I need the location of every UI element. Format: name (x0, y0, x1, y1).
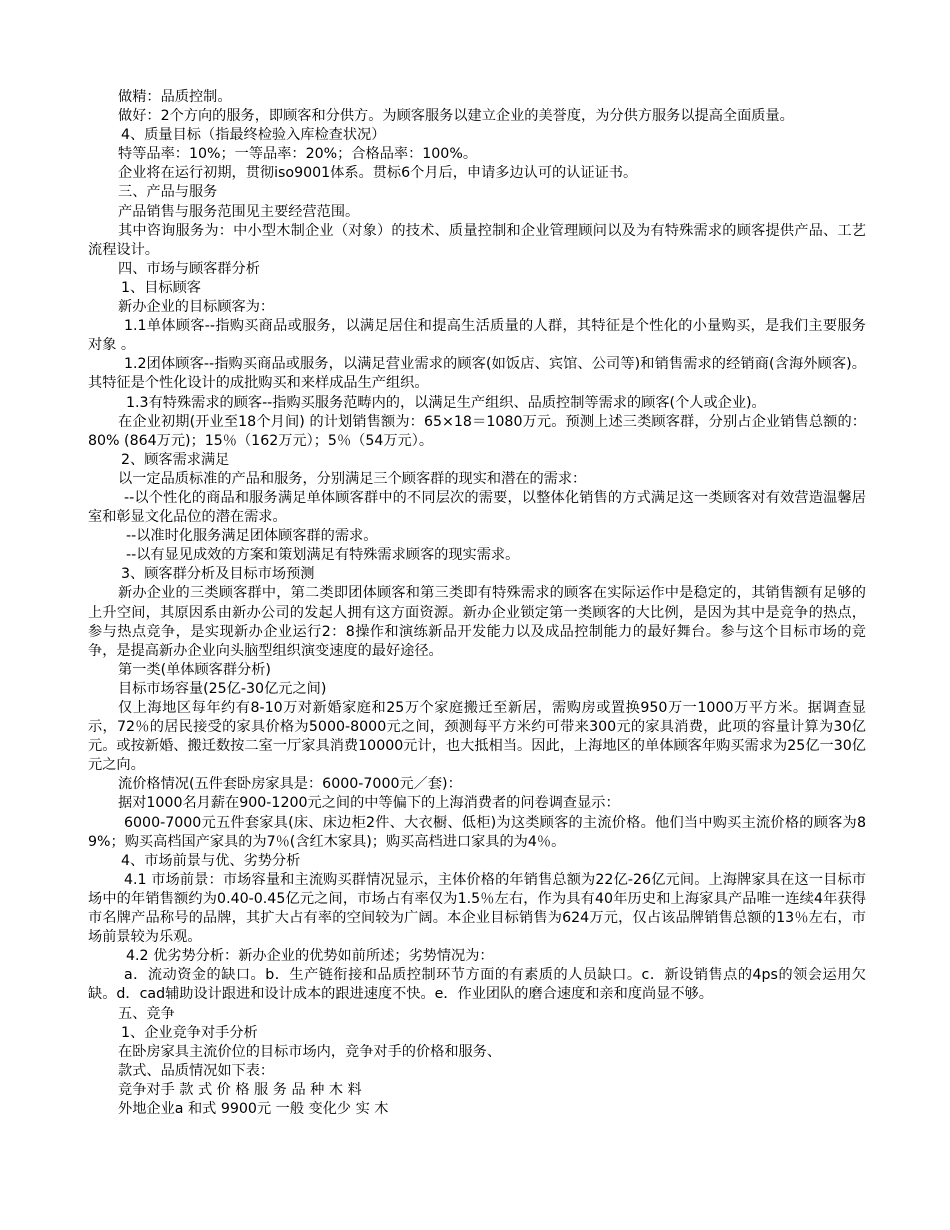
text-line: 以一定品质标准的产品和服务，分别满足三个顾客群的现实和潜在的需求： (118, 470, 587, 487)
paragraph: 仅上海地区每年约有8-10万对新婚家庭和25万个家庭搬迁至新居，需购房或置换950万一1000万平方米。据调查显示，72％的居民接受的家具价格为5000-8000元之间，颈测每平方米约可带来300元的家具消费，此项的容量计算为30亿元。或按新婚、搬迁数按二室一厅家具消费10000元计，也大抵相当。因此，上海地区的单体顾客年购买需求为25亿一30亿元之向。 (88, 700, 866, 774)
text-line: 4.2 优劣势分析：新办企业的优势如前所述；劣势情况为： (126, 948, 494, 965)
text-line: 新办企业的目标顾客为： (118, 299, 275, 316)
text-line: 产品销售与服务范围见主要经营范围。 (118, 203, 360, 220)
paragraph: 其中咨询服务为：中小型木制企业（对象）的技术、质量控制和企业管理顾问以及为有特殊需求的顾客提供产品、工艺流程设计。 (88, 222, 866, 258)
section-heading: 三、产品与服务 (118, 184, 218, 201)
text-line: 做精：品质控制。 (118, 89, 232, 105)
table-row-line: 外地企业a 和式 9900元 一般 变化少 实 木 (118, 1100, 389, 1117)
text-line: 企业将在运行初期，贯彻iso9001体系。贯标6个月后，申请多边认可的认证证书。 (118, 165, 638, 182)
subsection-heading: 1、目标顾客 (121, 279, 201, 296)
paragraph: 4.1 市场前景：市场容量和主流购买群情况显示，主体价格的年销售总额为22亿-26亿元间。上海牌家具在这一目标市场中的年销售额约为0.40-0.45亿元之间，市场占有率仅为1.5％左右，作为具有40年历史和上海家具产品唯一连续4年获得市名牌产品称号的品牌，其扩大占有率的空间较为广阔。本企业目标销售为624万元，仅占该品牌销售总额的13％左右，市场前景较为乐观。 (88, 871, 866, 946)
text-line: 目标市场容量(25亿-30亿元之间) (118, 680, 327, 697)
subsection-heading: 1、企业竞争对手分析 (121, 1024, 258, 1041)
paragraph: 新办企业的三类顾客群中，第二类即团体顾客和第三类即有特殊需求的顾客在实际运作中是稳定的，其销售额有足够的上升空间，其原因系由新办公司的发起人拥有这方面资源。新办企业锁定第一类顾客的大比例，是因为其中是竞争的热点，参与热点竞争，是实现新办企业运行2：8操作和演练新品开发能力以及成品控制能力的最好舞台。参与这个目标市场的竞争，是提高新办企业向头脑型组织演变速度的最好途径。 (88, 585, 866, 659)
text-line: --以准时化服务满足团体顾客群的需求。 (126, 528, 378, 545)
text-line: 流价格情况(五件套卧房家具是：6000-7000元／套)： (118, 776, 462, 793)
text-line: 做好：2个方向的服务，即顾客和分供方。为顾客服务以建立企业的美誉度，为分供方服务以提高全面质量。 (118, 108, 794, 125)
subsection-heading: 4、市场前景与优、劣势分析 (121, 852, 301, 869)
paragraph: 6000-7000元五件套家具(床、床边柜2件、大衣橱、低柜)为这类顾客的主流价格。他们当中购买主流价格的顾客为89%；购买高档国产家具的为7％(含红木家具)；购买高档进口家具的为4％。 (88, 814, 866, 850)
paragraph: 1.2团体顾客--指购买商品或服务，以满足营业需求的顾客(如饭店、宾馆、公司等)和销售需求的经销商(含海外顾客)。其特征是个性化设计的成批购买和来样成品生产组织。 (88, 356, 866, 392)
text-line: 据对1000名月薪在900-1200元之间的中等偏下的上海消费者的问卷调查显示： (118, 795, 620, 812)
document-page (88, 88, 866, 1119)
text-line: 在卧房家具主流价位的目标市场内，竞争对手的价格和服务、 (118, 1043, 502, 1060)
text-line: 1.3有特殊需求的顾客--指购买服务范畴内的，以满足生产组织、品质控制等需求的顾客(个人或企业)。 (126, 394, 766, 411)
text-line: 款式、品质情况如下表： (118, 1062, 275, 1079)
section-heading: 四、市场与顾客群分析 (118, 260, 260, 277)
table-header-line: 竞争对手 款 式 价 格 服 务 品 种 木 料 (118, 1081, 362, 1098)
paragraph: 在企业初期(开业至18个月间) 的计划销售额为：65×18＝1080万元。预测上述三类顾客群，分别占企业销售总额的：80% (864万元)；15％（162万元）；5％（54万元）。 (88, 413, 866, 449)
subsection-heading: 3、顾客群分析及目标市场预测 (121, 566, 315, 583)
section-heading: 4、质量目标（指最终检验入库检查状况） (121, 127, 386, 144)
paragraph: --以个性化的商品和服务满足单体顾客群中的不同层次的需要，以整体化销售的方式满足这一类顾客对有效营造温馨居室和彰显文化品位的潜在需求。 (88, 489, 866, 526)
paragraph: a．流动资金的缺口。b．生产链衔接和品质控制环节方面的有素质的人员缺口。c．新设销售点的4ps的领会运用欠缺。d．cad辅助设计跟进和设计成本的跟进速度不快。e．作业团队的磨合速度和亲和度尚显不够。 (88, 967, 866, 1003)
text-line: 第一类(单体顾客群分析) (118, 661, 271, 678)
subsection-heading: 2、顾客需求满足 (121, 451, 230, 468)
text-line: --以有显见成效的方案和策划满足有特殊需求顾客的现实需求。 (126, 547, 520, 564)
section-heading: 五、竞争 (118, 1005, 175, 1022)
paragraph: 1.1单体顾客--指购买商品或服务，以满足居住和提高生活质量的人群，其特征是个性化的小量购买，是我们主要服务对象 。 (88, 318, 866, 354)
text-line: 特等品率：10%；一等品率：20%；合格品率：100%。 (118, 146, 478, 163)
